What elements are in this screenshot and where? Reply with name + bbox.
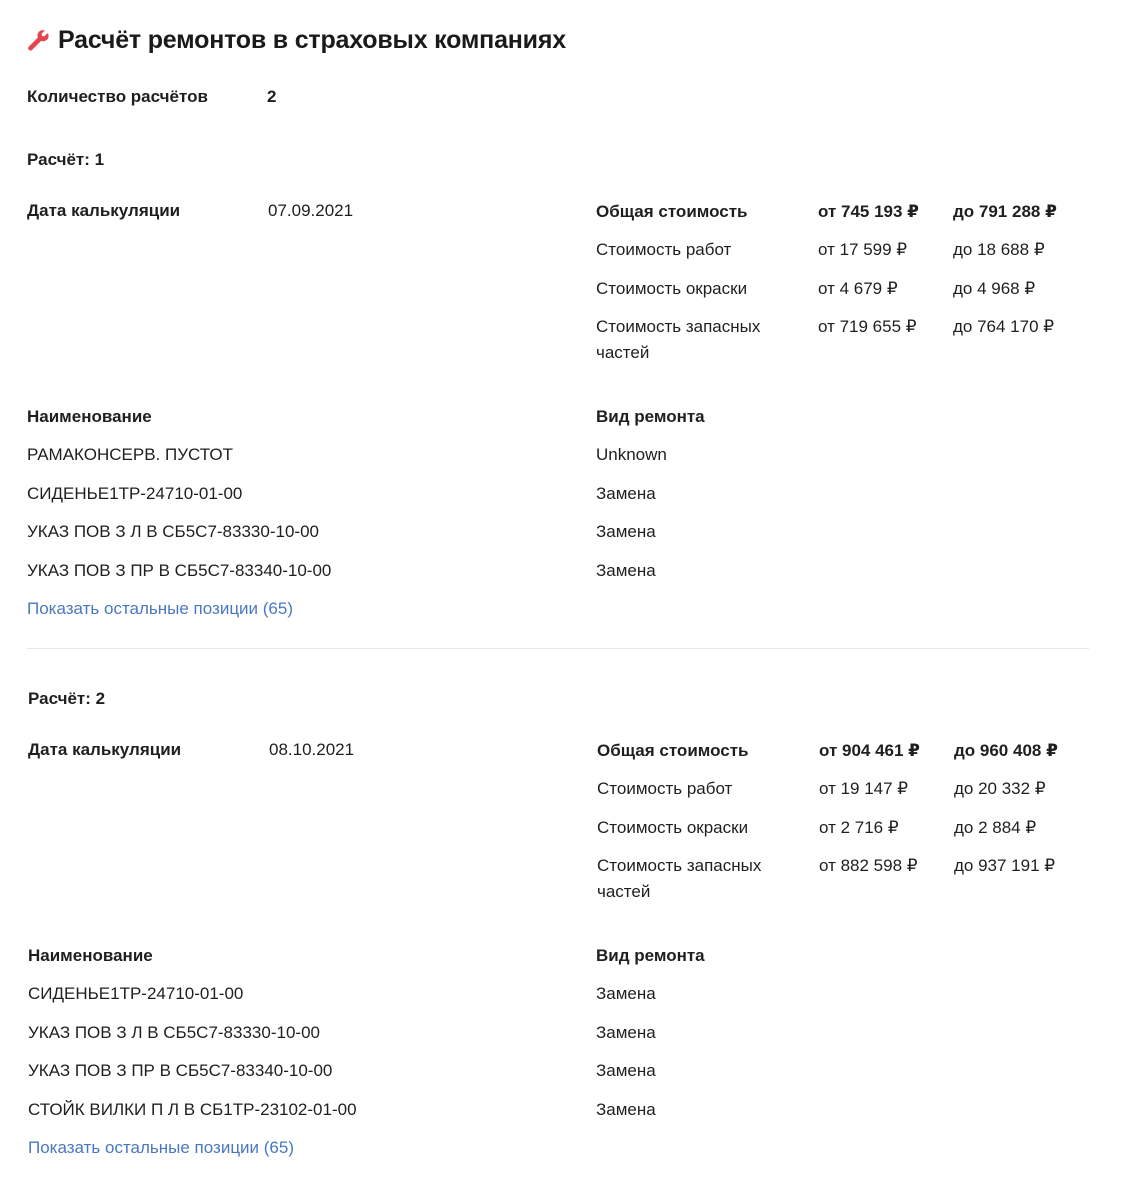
calculation-title: Расчёт: 2 [28,689,106,708]
cost-label: Общая стоимость [596,202,748,221]
cost-label: Стоимость окраски [597,818,749,837]
item-repair: Замена [596,1023,656,1042]
calculation-title: Расчёт: 1 [27,150,105,169]
item-repair: Замена [596,1061,656,1080]
cost-to: до 20 332 ₽ [954,779,1046,798]
cost-to: до 791 288 ₽ [953,202,1057,221]
calculation-block-1 [27,150,1089,650]
item-name: УКАЗ ПОВ З Л В СБ5С7-83330-10-00 [27,522,319,541]
page-title: Расчёт ремонтов в страховых компаниях [58,26,566,54]
cost-to: до 4 968 ₽ [953,279,1036,298]
item-repair: Замена [596,561,656,580]
item-repair: Unknown [596,445,667,464]
item-name: УКАЗ ПОВ З ПР В СБ5С7-83340-10-00 [28,1061,333,1080]
cost-label: Стоимость запасных частей [596,317,761,362]
page-header [26,26,566,55]
cost-from: от 882 598 ₽ [819,856,918,875]
divider [27,648,1089,649]
cost-to: до 937 191 ₽ [954,856,1056,875]
date-value: 07.09.2021 [268,201,354,220]
cost-label: Общая стоимость [597,741,749,760]
item-name: РАМАКОНСЕРВ. ПУСТОТ [27,445,233,464]
cost-label: Стоимость запасных частей [597,856,762,901]
column-header-name: Наименование [28,946,153,965]
cost-to: до 2 884 ₽ [954,818,1037,837]
date-value: 08.10.2021 [269,740,355,759]
count-value: 2 [267,87,277,106]
calculations-count [27,87,276,107]
item-name: УКАЗ ПОВ З Л В СБ5С7-83330-10-00 [28,1023,320,1042]
column-header-repair-type: Вид ремонта [596,946,705,965]
cost-to: до 18 688 ₽ [953,240,1045,259]
cost-from: от 719 655 ₽ [818,317,917,336]
cost-to: до 764 170 ₽ [953,317,1055,336]
cost-from: от 745 193 ₽ [818,202,920,221]
show-more-link[interactable]: Показать остальные позиции (65) [27,599,293,618]
column-header-repair-type: Вид ремонта [596,407,705,426]
calculation-block-2 [28,689,1090,1189]
wrench-icon [26,29,50,53]
cost-label: Стоимость окраски [596,279,748,298]
item-repair: Замена [596,984,656,1003]
count-label: Количество расчётов [27,87,208,106]
item-name: СТОЙК ВИЛКИ П Л В СБ1ТР-23102-01-00 [28,1100,357,1119]
item-repair: Замена [596,522,656,541]
item-name: СИДЕНЬЕ1ТР-24710-01-00 [27,484,243,503]
cost-from: от 2 716 ₽ [819,818,899,837]
column-header-name: Наименование [27,407,152,426]
cost-from: от 4 679 ₽ [818,279,898,298]
item-repair: Замена [596,484,656,503]
date-label: Дата калькуляции [28,740,182,759]
cost-from: от 904 461 ₽ [819,741,921,760]
cost-to: до 960 408 ₽ [954,741,1058,760]
date-label: Дата калькуляции [27,201,181,220]
show-more-link[interactable]: Показать остальные позиции (65) [28,1138,294,1157]
cost-label: Стоимость работ [597,779,733,798]
cost-from: от 19 147 ₽ [819,779,909,798]
item-name: СИДЕНЬЕ1ТР-24710-01-00 [28,984,244,1003]
cost-label: Стоимость работ [596,240,732,259]
item-name: УКАЗ ПОВ З ПР В СБ5С7-83340-10-00 [27,561,332,580]
cost-from: от 17 599 ₽ [818,240,908,259]
item-repair: Замена [596,1100,656,1119]
